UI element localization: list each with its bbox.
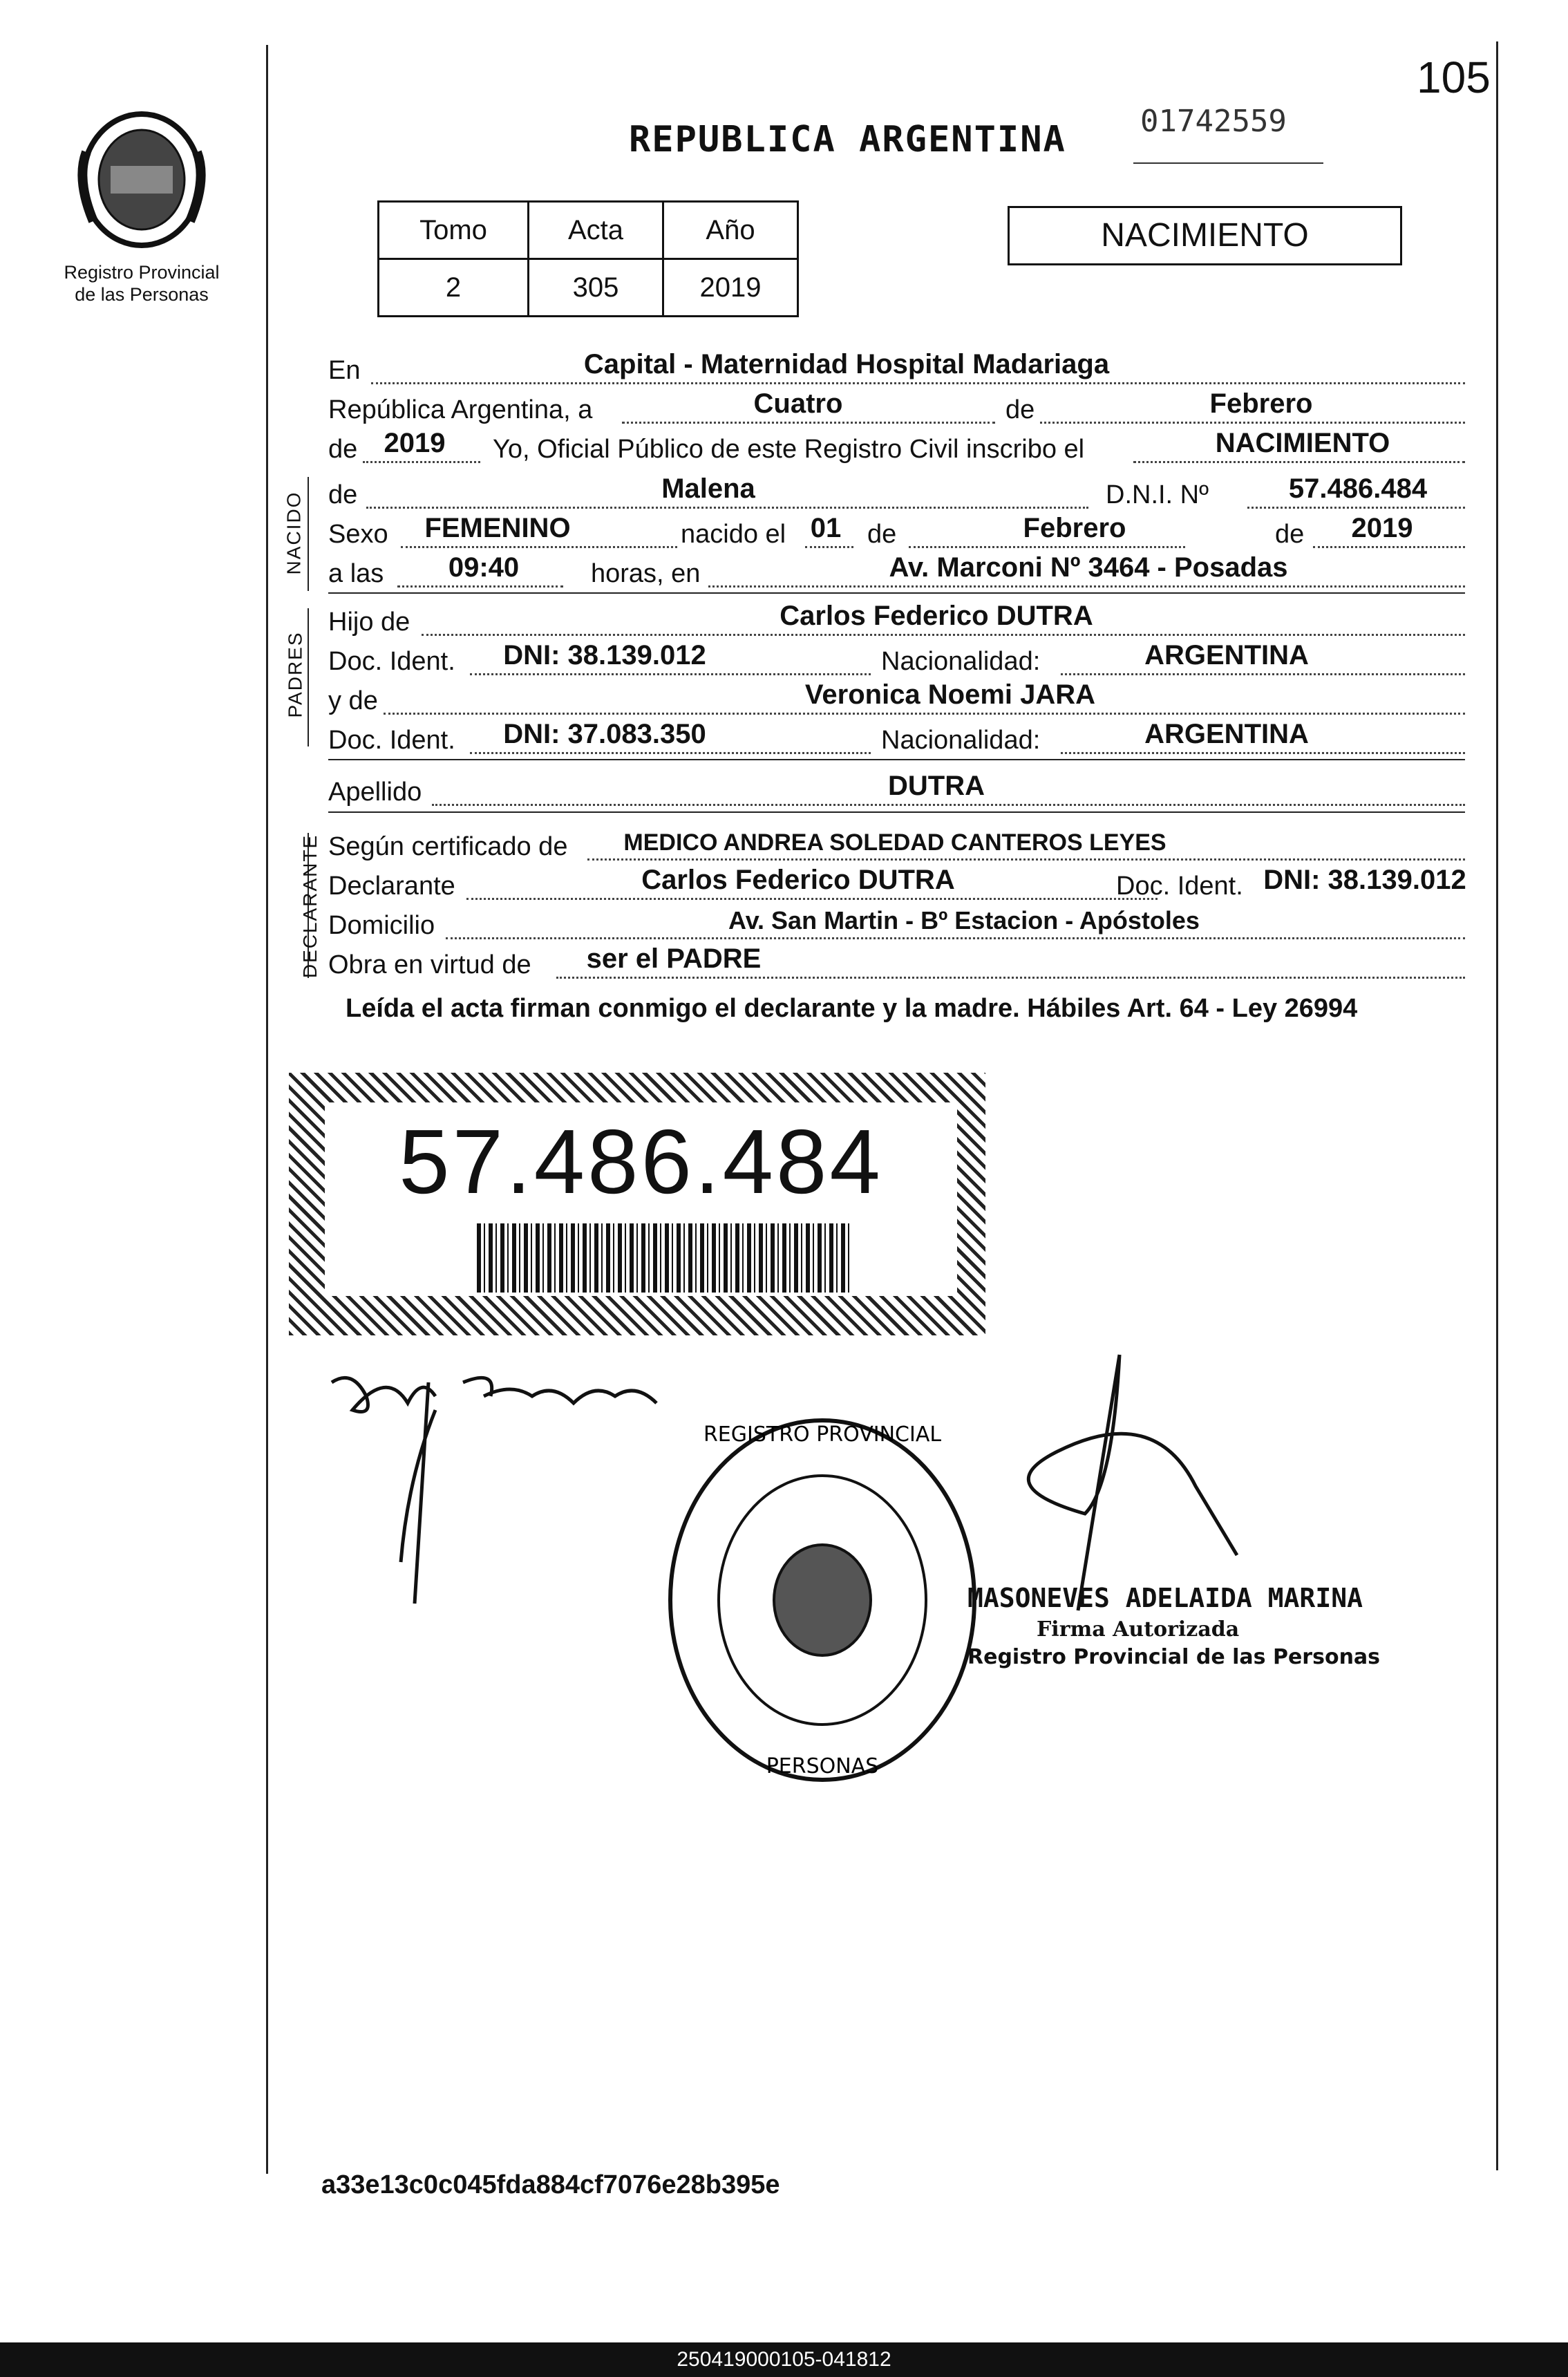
signatory-name: MASONEVES ADELAIDA MARINA: [967, 1583, 1363, 1613]
svg-text:PERSONAS: PERSONAS: [766, 1754, 879, 1778]
official-seal: [663, 1413, 981, 1787]
declarant-signature: [325, 1355, 684, 1631]
row-nombre: de Malena D.N.I. Nº 57.486.484: [328, 474, 1465, 511]
tomo-header: Tomo: [379, 202, 529, 259]
tomo-value: 2: [379, 259, 529, 317]
nac-dia: 01: [810, 513, 842, 543]
tipo-inscripcion: NACIMIENTO: [1215, 428, 1390, 458]
row-en: En Capital - Maternidad Hospital Madariaga: [328, 350, 1465, 387]
right-margin-line: [1496, 41, 1498, 2170]
lugar-nacimiento: Av. Marconi Nº 3464 - Posadas: [889, 552, 1288, 583]
dni-sticker-number: 57.486.484: [399, 1111, 883, 1212]
row-declarante: Declarante Carlos Federico DUTRA Doc. Ident. DNI: 38.139.012: [328, 865, 1465, 903]
hora-nacimiento: 09:40: [448, 552, 520, 583]
acta-value: 305: [529, 259, 663, 317]
anio-header: Año: [663, 202, 798, 259]
document-hash: a33e13c0c045fda884cf7076e28b395e: [321, 2170, 780, 2199]
row-padre-doc: Doc. Ident. DNI: 38.139.012 Nacionalidad: ARGENTINA: [328, 641, 1465, 678]
row-sexo: Sexo FEMENINO nacido el 01 de Febrero de 2019: [328, 514, 1465, 551]
document-title: REPUBLICA ARGENTINA: [629, 119, 1066, 160]
anio-inscripcion: 2019: [384, 428, 446, 458]
registry-label: Registro Provincial de las Personas: [64, 262, 220, 305]
record-table-row: [379, 259, 798, 317]
row-fecha: República Argentina, a Cuatro de Febrero: [328, 389, 1465, 426]
acta-header: Acta: [529, 202, 663, 259]
row-domicilio: Domicilio Av. San Martin - Bº Estacion - Apóstoles: [328, 905, 1465, 942]
declarante-nombre: Carlos Federico DUTRA: [641, 865, 955, 895]
row-certificado: Según certificado de MEDICO ANDREA SOLEDAD CANTEROS LEYES: [328, 826, 1465, 863]
row-madre-doc: Doc. Ident. DNI: 37.083.350 Nacionalidad: ARGENTINA: [328, 720, 1465, 757]
certificado-value: MEDICO ANDREA SOLEDAD CANTEROS LEYES: [623, 829, 1166, 856]
domicilio-value: Av. San Martin - Bº Estacion - Apóstoles: [728, 906, 1200, 934]
row-obra: Obra en virtud de ser el PADRE: [328, 944, 1465, 981]
row-hora: a las 09:40 horas, en Av. Marconi Nº 3464 - Posadas: [328, 553, 1465, 590]
declarante-dni: DNI: 38.139.012: [1263, 865, 1466, 895]
obra-value: ser el PADRE: [586, 943, 762, 974]
province-coat-of-arms-logo: [73, 104, 211, 263]
padre-nombre: Carlos Federico DUTRA: [780, 601, 1093, 631]
padres-side-label: PADRES: [284, 631, 306, 718]
serial-number: 01742559: [1140, 104, 1287, 139]
nac-anio: 2019: [1351, 513, 1413, 543]
signatory-office: Registro Provincial de las Personas: [967, 1645, 1381, 1669]
left-margin-line: [266, 45, 268, 2174]
dia-inscripcion: Cuatro: [753, 388, 843, 419]
mes-inscripcion: Febrero: [1209, 388, 1313, 419]
nac-mes: Febrero: [1023, 513, 1126, 543]
svg-text:REGISTRO PROVINCIAL: REGISTRO PROVINCIAL: [703, 1422, 942, 1447]
row-apellido: Apellido DUTRA: [328, 771, 1465, 809]
madre-nacionalidad: ARGENTINA: [1144, 719, 1309, 749]
apellido-value: DUTRA: [888, 771, 985, 801]
legal-text: Leída el acta firman conmigo el declarante y la madre. Hábiles Art. 64 - Ley 26994: [346, 994, 1358, 1023]
dni-nacido: 57.486.484: [1288, 473, 1428, 504]
padre-dni: DNI: 38.139.012: [503, 640, 706, 670]
page-number: 105: [1417, 53, 1491, 102]
record-table-header: [379, 202, 798, 259]
signatory-role: Firma Autorizada: [1037, 1617, 1240, 1642]
lugar-inscripcion: Capital - Maternidad Hospital Madariaga: [583, 349, 1110, 379]
row-madre: y de Veronica Noemi JARA: [328, 680, 1465, 717]
anio-value: 2019: [663, 259, 798, 317]
row-padre: Hijo de Carlos Federico DUTRA: [328, 601, 1465, 639]
footer-code: 250419000105-041812: [0, 2342, 1568, 2377]
act-type-box: NACIMIENTO: [1008, 206, 1402, 265]
nombre-nacido: Malena: [661, 473, 755, 504]
declarante-side-label: DECLARANTE: [299, 834, 321, 979]
row-oficial: de 2019 Yo, Oficial Público de este Registro Civil inscribo el NACIMIENTO: [328, 429, 1465, 466]
serial-underline: [1133, 162, 1323, 164]
madre-nombre: Veronica Noemi JARA: [804, 679, 1096, 710]
record-table: [377, 200, 799, 317]
madre-dni: DNI: 37.083.350: [503, 719, 706, 749]
barcode: [477, 1223, 850, 1293]
sexo-value: FEMENINO: [424, 513, 571, 543]
padre-nacionalidad: ARGENTINA: [1144, 640, 1309, 670]
nacido-side-label: NACIDO: [283, 491, 305, 575]
